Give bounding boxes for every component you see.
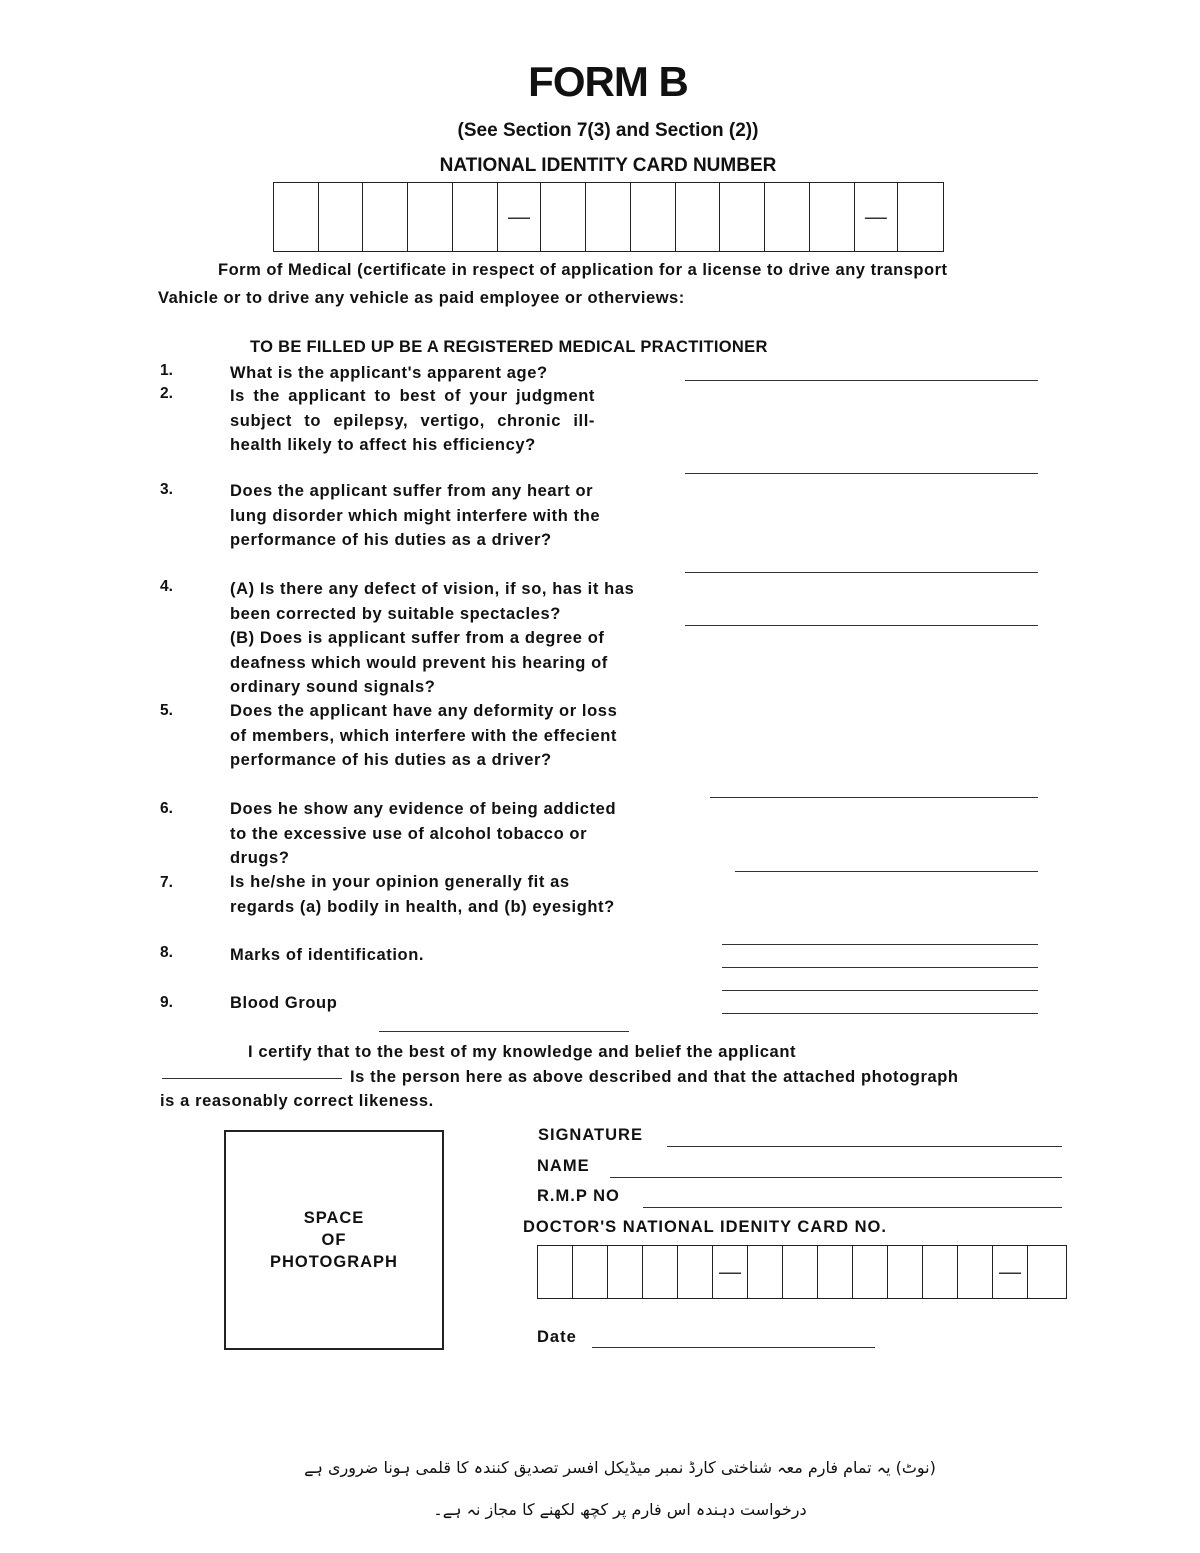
question-number: 1. — [160, 362, 173, 379]
certification-line-1: I certify that to the best of my knowledge and belief the applicant — [248, 1043, 797, 1061]
certification-top-line — [379, 1031, 629, 1032]
answer-line-blood-2[interactable] — [722, 1013, 1038, 1014]
question-text: Does the applicant suffer from any heart or lung disorder which might interfere with the performance of his duties as a driver? — [230, 482, 601, 549]
question-number: 7. — [160, 874, 173, 891]
date-line[interactable] — [592, 1347, 875, 1348]
question-number: 5. — [160, 702, 173, 719]
nic-dash-box: — — [855, 183, 899, 251]
nic-digit-box[interactable] — [1028, 1246, 1063, 1298]
question-text: Marks of identification. — [230, 946, 425, 964]
question-text: (A) Is there any defect of vision, if so, has it has been corrected by suitable spectacles? — [230, 580, 635, 623]
answer-line-identification-1[interactable] — [722, 944, 1038, 945]
question-text: Does he show any evidence of being addicted to the excessive use of alcohol tobacco or drugs? — [230, 800, 617, 867]
nic-digit-box[interactable] — [783, 1246, 818, 1298]
nic-digit-box[interactable] — [538, 1246, 573, 1298]
nic-digit-box[interactable] — [676, 183, 721, 251]
nic-digit-box[interactable] — [853, 1246, 888, 1298]
doctor-nic-boxes — [537, 1245, 1067, 1299]
answer-line-age[interactable] — [685, 380, 1038, 381]
question-number: 9. — [160, 994, 173, 1011]
nic-label: NATIONAL IDENTITY CARD NUMBER — [439, 155, 777, 176]
date-label: Date — [537, 1328, 577, 1346]
nic-digit-box[interactable] — [810, 183, 855, 251]
question-number: 2. — [160, 385, 173, 402]
question-number: 8. — [160, 944, 173, 961]
section-heading: TO BE FILLED UP BE A REGISTERED MEDICAL PRACTITIONER — [250, 338, 768, 356]
nic-dash-box: — — [498, 183, 542, 251]
applicant-name-line[interactable] — [162, 1078, 342, 1079]
signature-line[interactable] — [667, 1146, 1062, 1147]
nic-digit-box[interactable] — [274, 183, 319, 251]
certification-line-3: is a reasonably correct likeness. — [160, 1092, 434, 1110]
question-text: Is the applicant to best of your judgment subject to epilepsy, vertigo, chronic ill-health likely to affect his efficiency? — [230, 387, 595, 454]
nic-digit-box[interactable] — [643, 1246, 678, 1298]
nic-digit-box[interactable] — [541, 183, 586, 251]
question-text: What is the applicant's apparent age? — [230, 364, 548, 382]
rmp-no-line[interactable] — [643, 1207, 1062, 1208]
nic-digit-box[interactable] — [631, 183, 676, 251]
urdu-note-line-2: درخواست دہندہ اس فارم پر کچھ لکھنے کا مجاز نہ ہے۔ — [433, 1500, 807, 1519]
nic-digit-box[interactable] — [765, 183, 810, 251]
rmp-no-label: R.M.P NO — [537, 1187, 620, 1205]
photograph-box[interactable] — [224, 1130, 444, 1350]
question-text: (B) Does is applicant suffer from a degree of deafness which would prevent his hearing of ordinary sound signals? — [230, 629, 608, 696]
nic-digit-box[interactable] — [319, 183, 364, 251]
question-text: Blood Group — [230, 994, 338, 1012]
nic-boxes — [273, 182, 944, 252]
intro-line-2: Vahicle or to drive any vehicle as paid employee or otherviews: — [158, 289, 685, 307]
question-text: Does the applicant have any deformity or loss of members, which interfere with the effecient performance of his duties as a driver? — [230, 702, 618, 769]
form-title: FORM B — [528, 58, 688, 105]
name-line[interactable] — [610, 1177, 1062, 1178]
answer-line-vision[interactable] — [685, 625, 1038, 626]
certification-line-2: Is the person here as above described and that the attached photograph — [350, 1068, 959, 1086]
nic-digit-box[interactable] — [888, 1246, 923, 1298]
question-text: Is he/she in your opinion generally fit as regards (a) bodily in health, and (b) eyesight? — [230, 873, 615, 916]
form-subtitle: (See Section 7(3) and Section (2)) — [457, 120, 759, 141]
answer-line-deformity[interactable] — [710, 797, 1038, 798]
nic-digit-box[interactable] — [898, 183, 943, 251]
nic-digit-box[interactable] — [453, 183, 498, 251]
signature-label: SIGNATURE — [538, 1126, 643, 1144]
answer-line-heart[interactable] — [685, 572, 1038, 573]
nic-digit-box[interactable] — [720, 183, 765, 251]
answer-line-identification-2[interactable] — [722, 967, 1038, 968]
doctor-nic-label: DOCTOR'S NATIONAL IDENITY CARD NO. — [523, 1218, 887, 1236]
nic-digit-box[interactable] — [678, 1246, 713, 1298]
intro-line-1: Form of Medical (certificate in respect of application for a license to drive any transport — [218, 261, 948, 279]
nic-digit-box[interactable] — [818, 1246, 853, 1298]
urdu-note-line-1: (نوٹ) یہ تمام فارم معہ شناختی کارڈ نمبر میڈیکل افسر تصدیق کنندہ کا قلمی ہونا ضروری ہے — [304, 1458, 936, 1477]
nic-digit-box[interactable] — [573, 1246, 608, 1298]
nic-digit-box[interactable] — [958, 1246, 993, 1298]
question-number: 3. — [160, 481, 173, 498]
nic-digit-box[interactable] — [923, 1246, 958, 1298]
photograph-label-line: OF — [321, 1231, 347, 1249]
nic-digit-box[interactable] — [748, 1246, 783, 1298]
nic-digit-box[interactable] — [363, 183, 408, 251]
nic-digit-box[interactable] — [586, 183, 631, 251]
answer-line-epilepsy[interactable] — [685, 473, 1038, 474]
name-label: NAME — [537, 1157, 590, 1175]
nic-dash-box: — — [993, 1246, 1028, 1298]
answer-line-blood-1[interactable] — [722, 990, 1038, 991]
nic-digit-box[interactable] — [408, 183, 453, 251]
nic-digit-box[interactable] — [608, 1246, 643, 1298]
question-number: 4. — [160, 578, 173, 595]
photograph-label-line: SPACE — [303, 1209, 365, 1227]
photograph-label — [270, 1207, 398, 1273]
photograph-label-line: PHOTOGRAPH — [270, 1253, 398, 1271]
question-number: 6. — [160, 800, 173, 817]
answer-line-addiction[interactable] — [735, 871, 1038, 872]
nic-dash-box: — — [713, 1246, 748, 1298]
